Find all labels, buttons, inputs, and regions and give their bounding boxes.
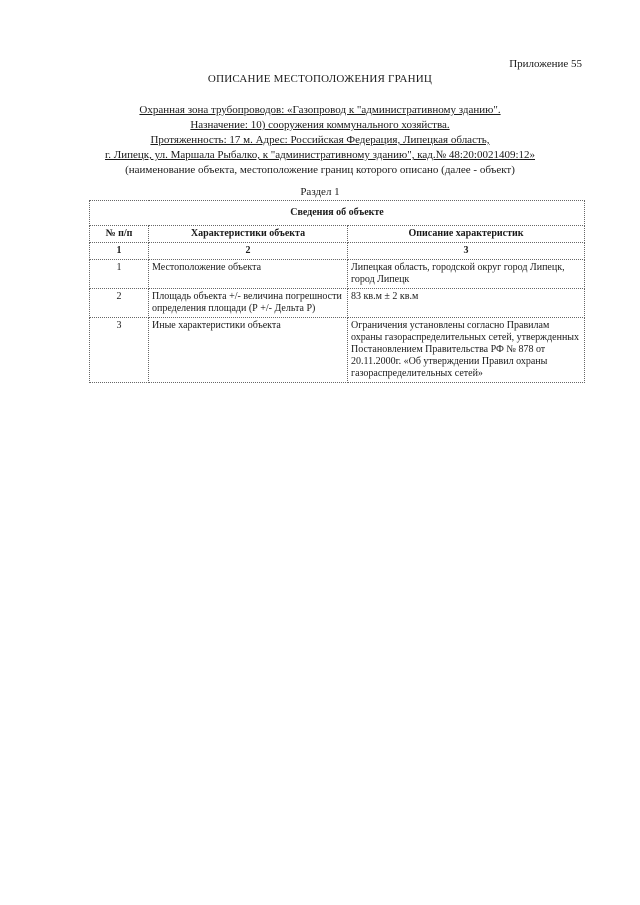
object-line-3: Протяженность: 17 м. Адрес: Российская Федерация, Липецкая область, [150,134,490,146]
column-number-3: 3 [348,243,585,260]
row-description: Ограничения установлены согласно Правилам охраны газораспределительных сетей, утвержденных Постановлением Правительства РФ № 878 от 20.11.2000г. «Об утверждении Правил охраны газораспределительных сетей» [348,318,585,383]
row-description: Липецкая область, городской округ город Липецк, город Липецк [348,260,585,289]
object-note: (наименование объекта, местоположение границ которого описано (далее - объект) [125,164,515,176]
table-caption-row [90,201,585,226]
column-number-row [90,243,585,260]
row-number: 2 [90,289,149,318]
row-characteristic: Иные характеристики объекта [149,318,348,383]
column-number-1: 1 [90,243,149,260]
table-row [90,260,585,289]
header-number: № п/п [90,226,149,243]
row-number: 1 [90,260,149,289]
object-description [0,103,640,178]
header-characteristic: Характеристики объекта [149,226,348,243]
header-description: Описание характеристик [348,226,585,243]
table-row [90,318,585,383]
row-characteristic: Местоположение объекта [149,260,348,289]
appendix-label: Приложение 55 [509,58,582,70]
row-number: 3 [90,318,149,383]
object-line-2: Назначение: 10) сооружения коммунального хозяйства. [190,119,450,131]
table-row [90,289,585,318]
table-caption: Сведения об объекте [90,201,585,226]
document-title: ОПИСАНИЕ МЕСТОПОЛОЖЕНИЯ ГРАНИЦ [207,73,433,85]
object-line-4: г. Липецк, ул. Маршала Рыбалко, к "административному зданию", кад.№ 48:20:0021409:12» [104,149,536,161]
column-number-2: 2 [149,243,348,260]
object-line-1: Охранная зона трубопроводов: «Газопровод к "административному зданию". [139,104,501,116]
table-header-row [90,226,585,243]
row-description: 83 кв.м ± 2 кв.м [348,289,585,318]
object-info-table [89,200,585,383]
section-title: Раздел 1 [300,186,340,198]
row-characteristic: Площадь объекта +/- величина погрешности определения площади (Р +/- Дельта Р) [149,289,348,318]
